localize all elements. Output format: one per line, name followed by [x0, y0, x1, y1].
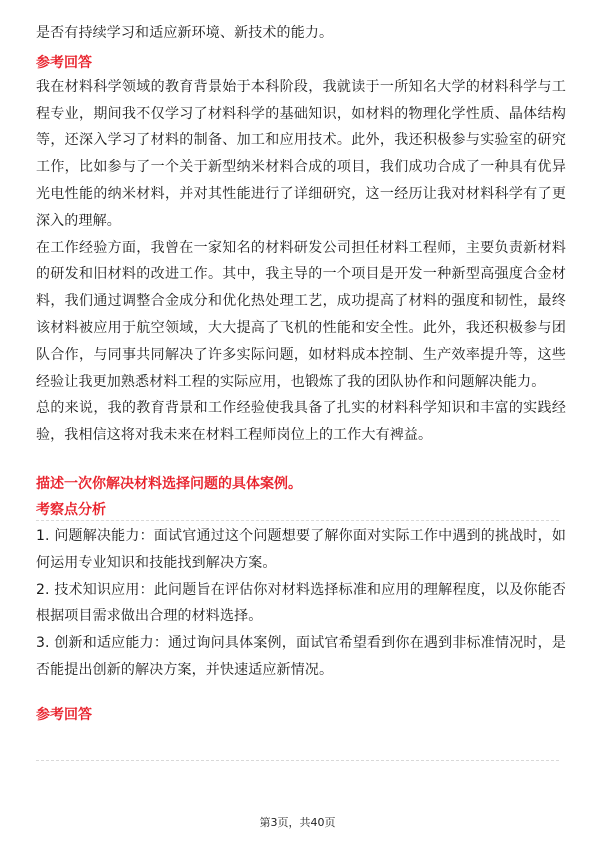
- section-gap-2: [36, 684, 566, 704]
- analysis-label: 考察点分析: [36, 501, 106, 518]
- analysis-point-1: 1. 问题解决能力：面试官通过这个问题想要了解你面对实际工作中遇到的挑战时，如何运用专业知识和技能找到解决方案。: [36, 527, 566, 571]
- intro-line: 是否有持续学习和适应新环境、新技术的能力。: [36, 25, 334, 41]
- analysis-point-3: 3. 创新和适应能力：通过询问具体案例，面试官希望看到你在遇到非标准情况时，是否能提出创新的解决方案，并快速适应新情况。: [36, 635, 566, 678]
- answer1-paragraph-2: 在工作经验方面，我曾在一家知名的材料研发公司担任材料工程师，主要负责新材料的研发和旧材料的改进工作。其中，我主导的一个项目是开发一种新型高强度合金材料，我们通过调整合金成分和优化热处理工艺，成功提高了材料的强度和韧性，最终该材料被应用于航空领域，大大提高了飞机的性能和安全性。此外，我还积极参与团队合作，与同事共同解决了许多实际问题，如材料成本控制、生产效率提升等，这些经验让我更加熟悉材料工程的实际应用，也锻炼了我的团队协作和问题解决能力。: [36, 239, 566, 390]
- page-content: [36, 20, 566, 726]
- answer-label-2: 参考回答: [36, 706, 92, 723]
- section-divider-2: [36, 760, 559, 761]
- question-title: 描述一次你解决材料选择问题的具体案例。: [36, 475, 302, 492]
- section-divider-1: [36, 520, 559, 521]
- answer-label-1: 参考回答: [36, 54, 92, 71]
- page-footer: 第3页，共40页: [259, 816, 336, 829]
- answer1-paragraph-3: 总的来说，我的教育背景和工作经验使我具备了扎实的材料科学知识和丰富的实践经验，我相信这将对我未来在材料工程师岗位上的工作大有裨益。: [36, 400, 566, 444]
- section-gap: [36, 449, 566, 473]
- answer1-paragraph-1: 我在材料科学领域的教育背景始于本科阶段，我就读于一所知名大学的材料科学与工程专业，期间我不仅学习了材料科学的基础知识，如材料的物理化学性质、晶体结构等，还深入学习了材料的制备、加工和应用技术。此外，我还积极参与实验室的研究工作，比如参与了一个关于新型纳米材料合成的项目，我们成功合成了一种具有优异光电性能的纳米材料，并对其性能进行了详细研究，这一经历让我对材料科学有了更深入的理解。: [36, 78, 566, 229]
- analysis-point-2: 2. 技术知识应用：此问题旨在评估你对材料选择标准和应用的理解程度，以及你能否根据项目需求做出合理的材料选择。: [36, 581, 566, 625]
